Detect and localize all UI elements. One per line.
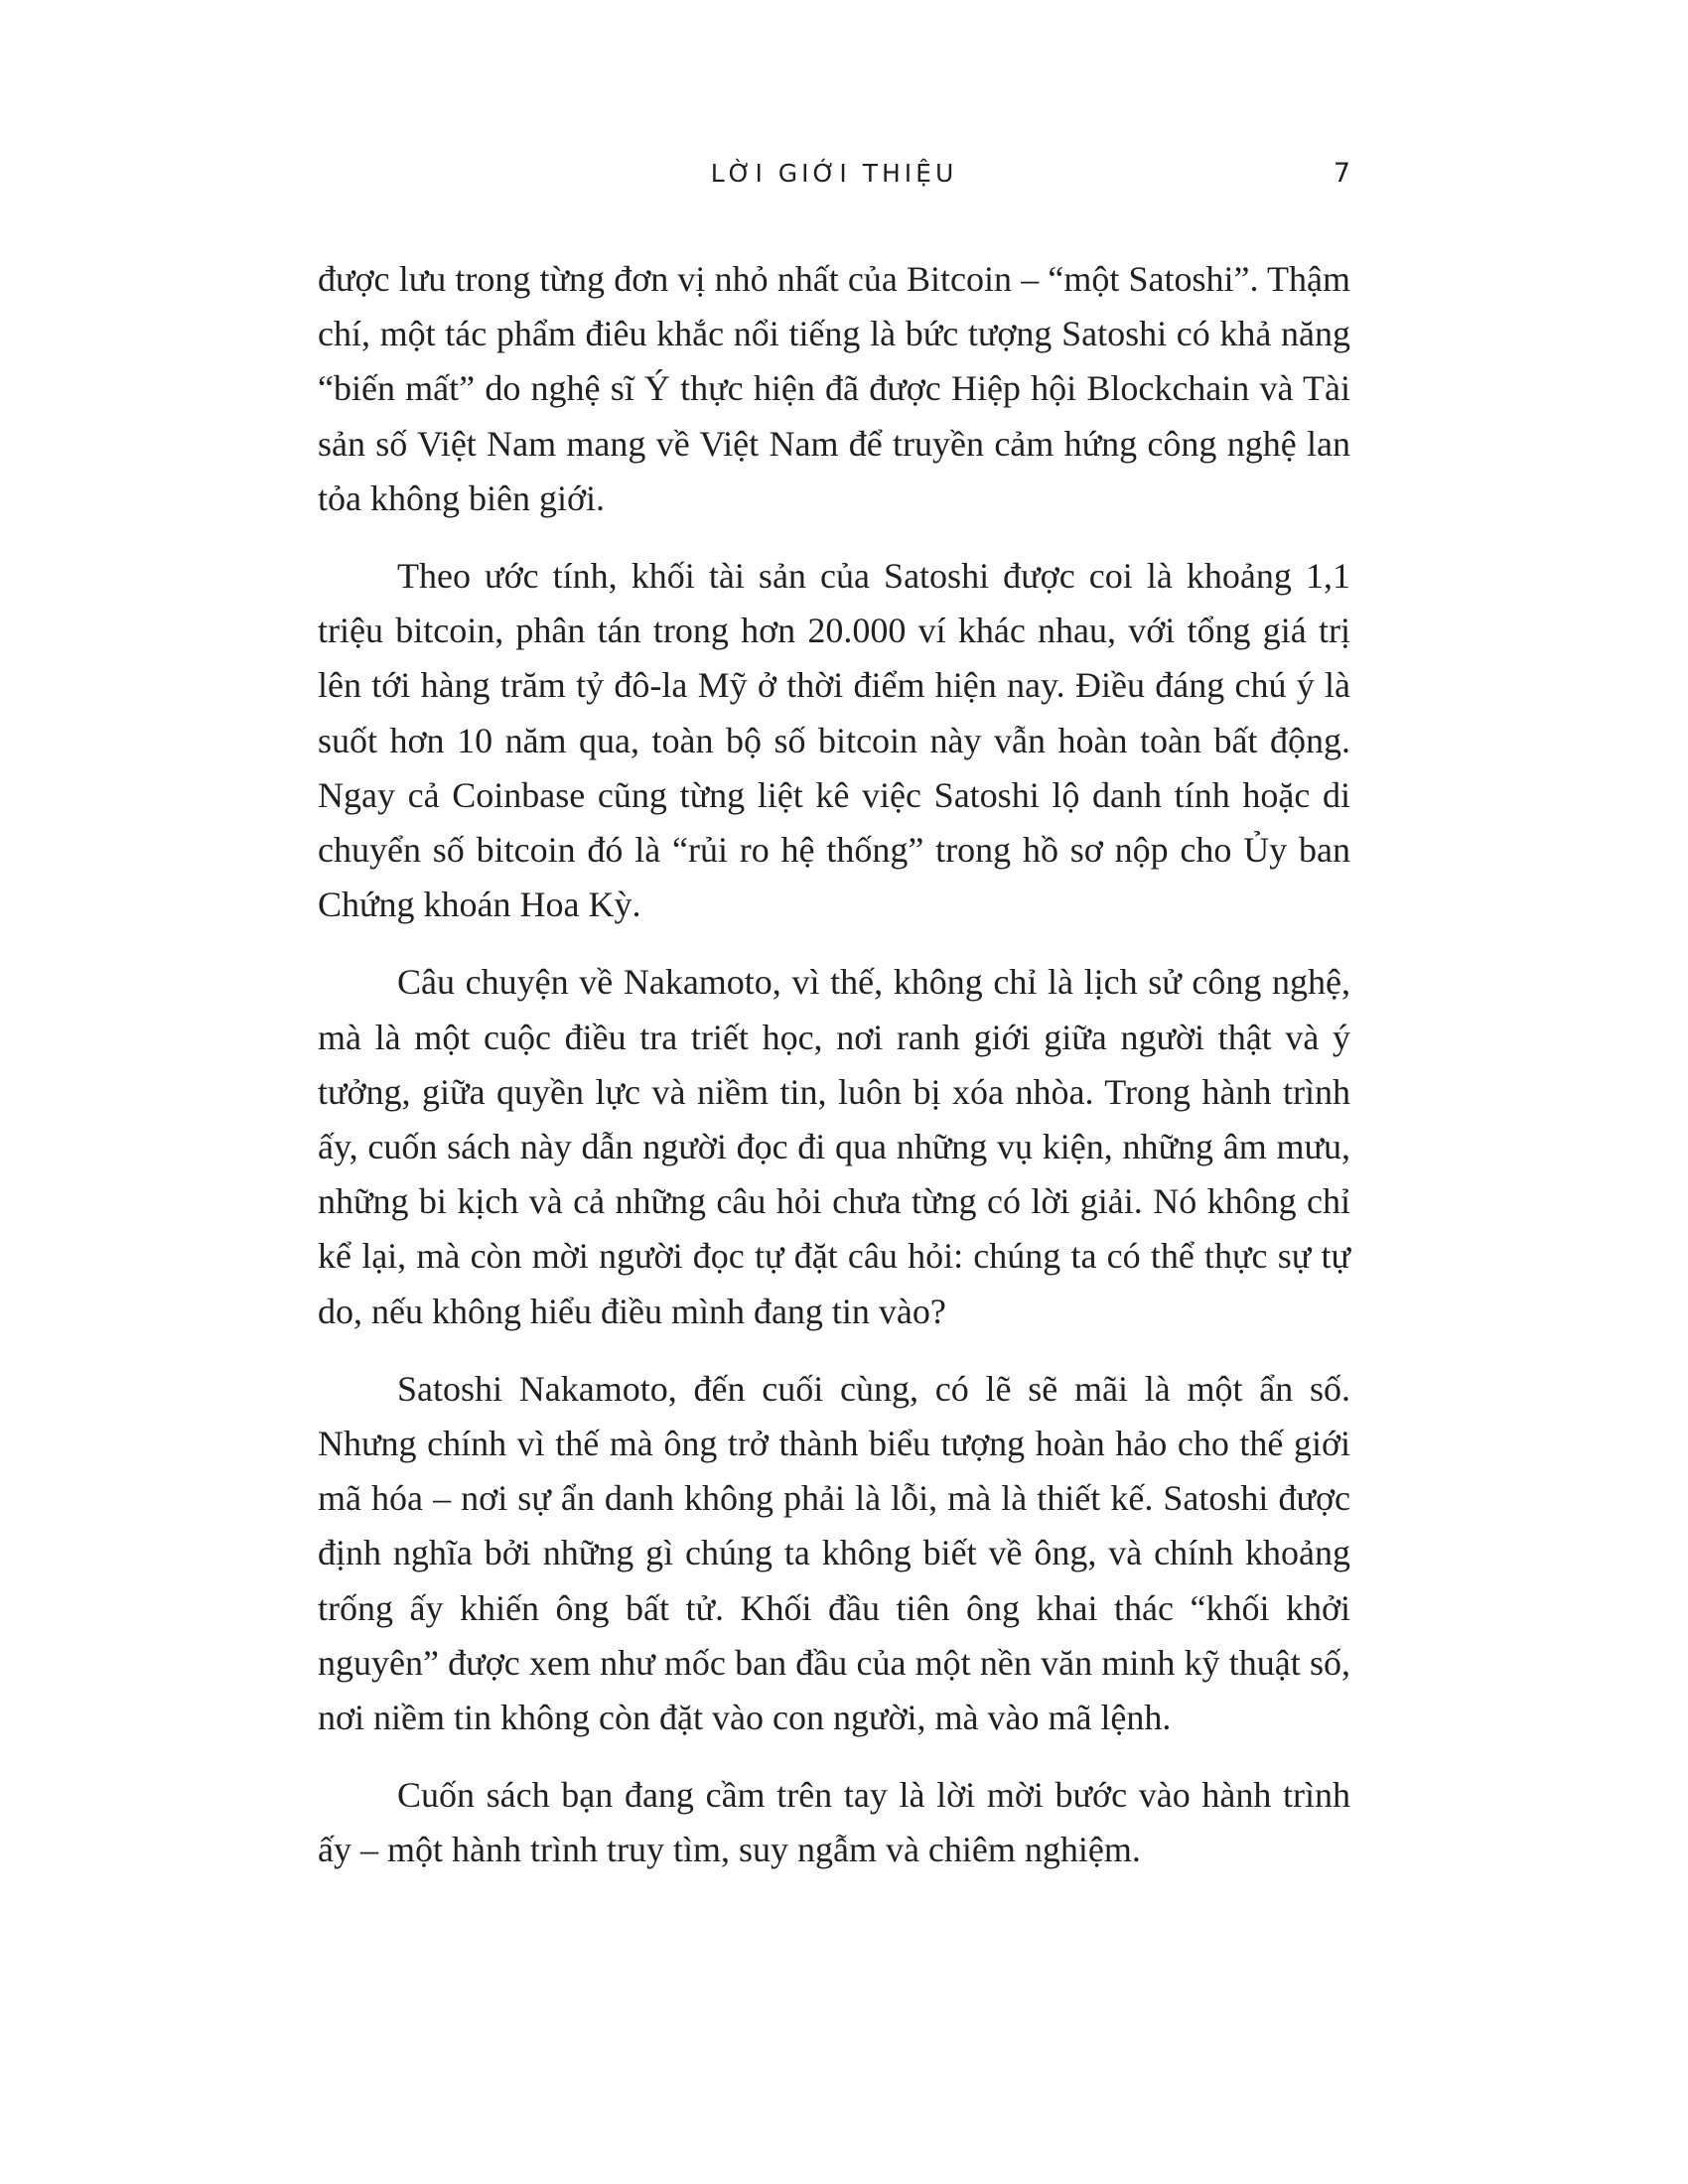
body-text	[318, 252, 1350, 1901]
paragraph-2: Theo ước tính, khối tài sản của Satoshi được coi là khoảng 1,1 triệu bitcoin, phân tán trong hơn 20.000 ví khác nhau, với tổng giá trị lên tới hàng trăm tỷ đô-la Mỹ ở thời điểm hiện nay. Điều đáng chú ý là suốt hơn 10 năm qua, toàn bộ số bitcoin này vẫn hoàn toàn bất động. Ngay cả Coinbase cũng từng liệt kê việc Satoshi lộ danh tính hoặc di chuyển số bitcoin đó là “rủi ro hệ thống” trong hồ sơ nộp cho Ủy ban Chứng khoán Hoa Kỳ.	[318, 556, 1350, 925]
paragraph-3: Câu chuyện về Nakamoto, vì thế, không chỉ là lịch sử công nghệ, mà là một cuộc điều tra triết học, nơi ranh giới giữa người thật và ý tưởng, giữa quyền lực và niềm tin, luôn bị xóa nhòa. Trong hành trình ấy, cuốn sách này dẫn người đọc đi qua những vụ kiện, những âm mưu, những bi kịch và cả những câu hỏi chưa từng có lời giải. Nó không chỉ kể lại, mà còn mời người đọc tự đặt câu hỏi: chúng ta có thể thực sự tự do, nếu không hiểu điều mình đang tin vào?	[318, 962, 1350, 1331]
paragraph-4: Satoshi Nakamoto, đến cuối cùng, có lẽ sẽ mãi là một ẩn số. Nhưng chính vì thế mà ông trở thành biểu tượng hoàn hảo cho thế giới mã hóa – nơi sự ẩn danh không phải là lỗi, mà là thiết kế. Satoshi được định nghĩa bởi những gì chúng ta không biết về ông, và chính khoảng trống ấy khiến ông bất tử. Khối đầu tiên ông khai thác “khối khởi nguyên” được xem như mốc ban đầu của một nền văn minh kỹ thuật số, nơi niềm tin không còn đặt vào con người, mà vào mã lệnh.	[318, 1368, 1350, 1738]
paragraph-1: được lưu trong từng đơn vị nhỏ nhất của Bitcoin – “một Satoshi”. Thậm chí, một tác phẩm điêu khắc nổi tiếng là bức tượng Satoshi có khả năng “biến mất” do nghệ sĩ Ý thực hiện đã được Hiệp hội Blockchain và Tài sản số Việt Nam mang về Việt Nam để truyền cảm hứng công nghệ lan tỏa không biên giới.	[318, 259, 1350, 518]
paragraph-5: Cuốn sách bạn đang cầm trên tay là lời mời bước vào hành trình ấy – một hành trình truy tìm, suy ngẫm và chiêm nghiệm.	[318, 1775, 1350, 1870]
page-number: 7	[1333, 158, 1350, 189]
running-header	[318, 154, 1350, 194]
chapter-title: LỜI GIỚI THIỆU	[710, 159, 958, 188]
